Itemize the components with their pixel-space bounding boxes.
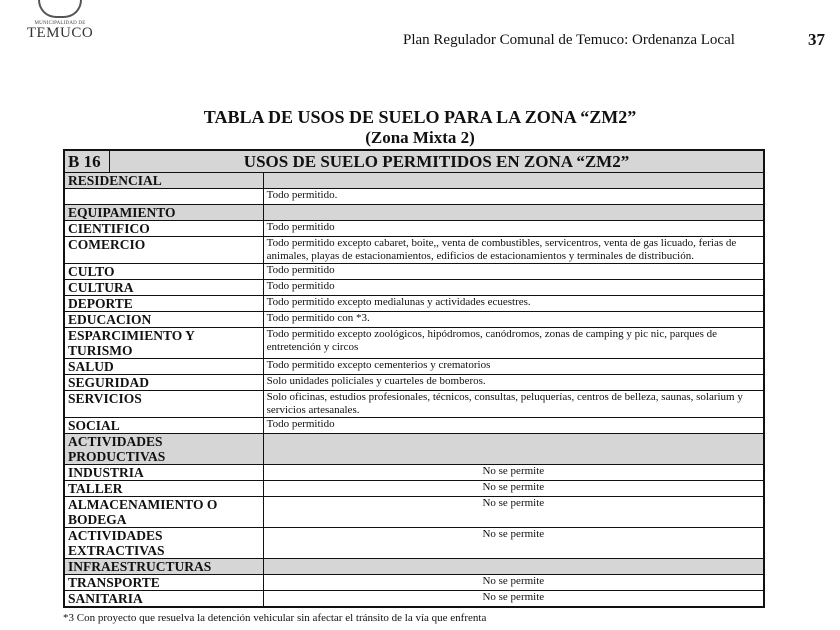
crest-icon	[38, 0, 82, 18]
footnote: *3 Con proyecto que resuelva la detención vehicular sin afectar el tránsito de la vía que enfrenta	[63, 612, 487, 624]
row-value	[263, 173, 764, 189]
row-label: SANITARIA	[64, 591, 263, 608]
table-row	[64, 481, 764, 497]
table-row	[64, 575, 764, 591]
row-label: INFRAESTRUCTURAS	[64, 559, 263, 575]
row-value: Todo permitido excepto cabaret, boite,, venta de combustibles, servicentros, venta de gas licuado, ferias de animales, playas de estacionamientos, edificios de estacionamientos y terminales de distribución.	[263, 237, 764, 264]
row-value: Todo permitido con *3.	[263, 312, 764, 328]
row-label: RESIDENCIAL	[64, 173, 263, 189]
logo-city: TEMUCO	[26, 25, 94, 41]
row-value: Todo permitido excepto cementerios y crematorios	[263, 359, 764, 375]
category-row	[64, 559, 764, 575]
table-row	[64, 312, 764, 328]
row-label: ACTIVIDADES EXTRACTIVAS	[64, 528, 263, 559]
row-value: Solo oficinas, estudios profesionales, técnicos, consultas, peluquerías, centros de belleza, saunas, solarium y servicios artesanales.	[263, 391, 764, 418]
row-value: No se permite	[263, 481, 764, 497]
table-code: B 16	[64, 150, 110, 173]
table-row	[64, 497, 764, 528]
table-heading: USOS DE SUELO PERMITIDOS EN ZONA “ZM2”	[110, 150, 765, 173]
row-value	[263, 434, 764, 465]
row-value: Todo permitido excepto zoológicos, hipódromos, canódromos, zonas de camping y pic nic, parques de entretención y circos	[263, 328, 764, 359]
row-label: CULTO	[64, 264, 263, 280]
row-value: No se permite	[263, 575, 764, 591]
row-label: EQUIPAMIENTO	[64, 205, 263, 221]
row-label: SALUD	[64, 359, 263, 375]
document-title: Plan Regulador Comunal de Temuco: Ordenanza Local	[403, 32, 735, 48]
table-row	[64, 296, 764, 312]
row-label: ESPARCIMIENTO Y TURISMO	[64, 328, 263, 359]
table-row	[64, 189, 764, 205]
land-use-table	[63, 149, 765, 608]
municipality-logo	[20, 0, 100, 44]
table-row	[64, 391, 764, 418]
row-value: Todo permitido	[263, 264, 764, 280]
row-value: No se permite	[263, 465, 764, 481]
row-label: INDUSTRIA	[64, 465, 263, 481]
table-row	[64, 528, 764, 559]
row-label: TRANSPORTE	[64, 575, 263, 591]
category-row	[64, 434, 764, 465]
row-value: Todo permitido excepto medialunas y actividades ecuestres.	[263, 296, 764, 312]
row-value	[263, 559, 764, 575]
row-label: SEGURIDAD	[64, 375, 263, 391]
row-label: EDUCACION	[64, 312, 263, 328]
table-row	[64, 237, 764, 264]
page-number: 37	[808, 30, 825, 49]
table-header-row	[64, 150, 764, 173]
table-row	[64, 280, 764, 296]
table-row	[64, 328, 764, 359]
table-subtitle: (Zona Mixta 2)	[365, 128, 475, 147]
row-value: Todo permitido	[263, 221, 764, 237]
table-row	[64, 418, 764, 434]
row-label: SERVICIOS	[64, 391, 263, 418]
row-value	[263, 205, 764, 221]
table-row	[64, 264, 764, 280]
table-row	[64, 375, 764, 391]
row-label: ALMACENAMIENTO O BODEGA	[64, 497, 263, 528]
table-row	[64, 359, 764, 375]
row-label: DEPORTE	[64, 296, 263, 312]
table-row	[64, 465, 764, 481]
table-row	[64, 221, 764, 237]
row-value: No se permite	[263, 528, 764, 559]
row-value: Todo permitido.	[263, 189, 764, 205]
row-label: ACTIVIDADES PRODUCTIVAS	[64, 434, 263, 465]
row-value: Todo permitido	[263, 418, 764, 434]
row-label: CULTURA	[64, 280, 263, 296]
logo-subtitle: MUNICIPALIDAD DE	[34, 21, 86, 26]
row-label: SOCIAL	[64, 418, 263, 434]
row-value: Todo permitido	[263, 280, 764, 296]
category-row	[64, 205, 764, 221]
category-row	[64, 173, 764, 189]
row-value: No se permite	[263, 591, 764, 608]
row-value: No se permite	[263, 497, 764, 528]
row-value: Solo unidades policiales y cuarteles de bomberos.	[263, 375, 764, 391]
row-label	[64, 189, 263, 205]
table-row	[64, 591, 764, 608]
row-label: CIENTIFICO	[64, 221, 263, 237]
row-label: TALLER	[64, 481, 263, 497]
table-title: TABLA DE USOS DE SUELO PARA LA ZONA “ZM2”	[203, 107, 637, 127]
row-label: COMERCIO	[64, 237, 263, 264]
